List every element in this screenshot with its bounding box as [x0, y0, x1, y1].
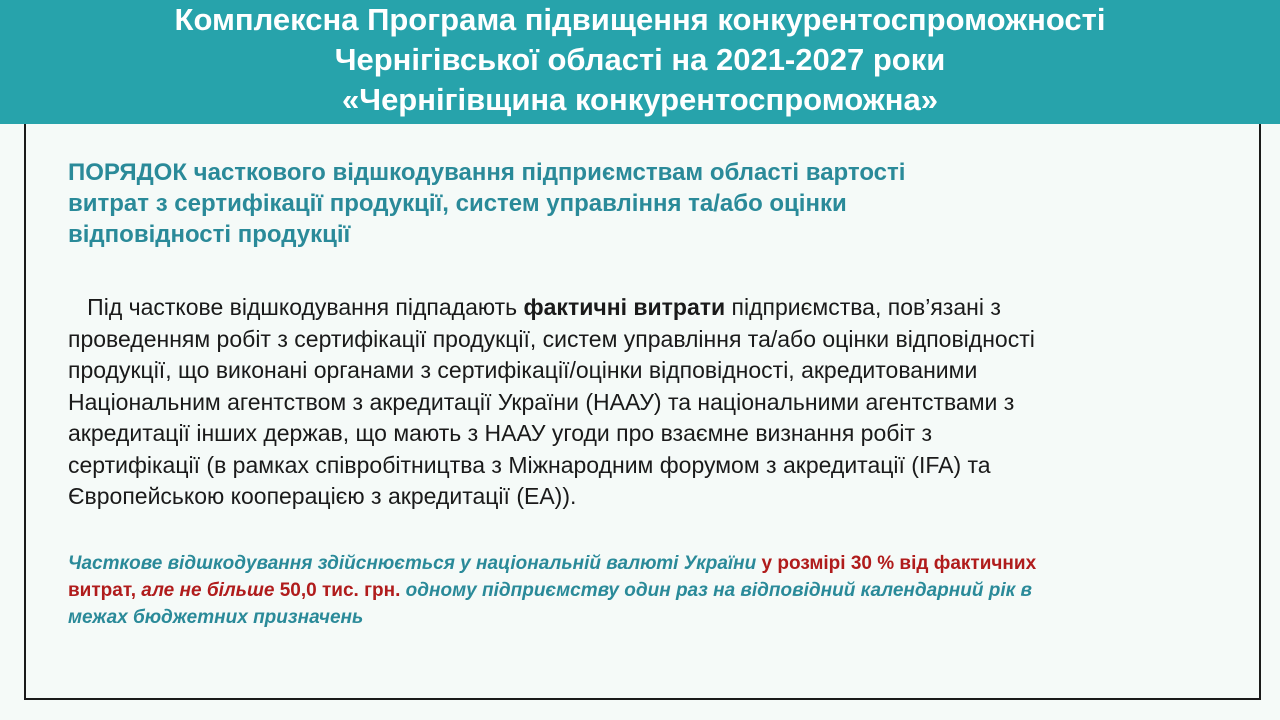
- note-part-1: Часткове відшкодування здійснюється у національній валюті України: [68, 553, 757, 574]
- body-paragraph: [68, 292, 1218, 513]
- body-line-5: акредитації інших держав, що мають з НААУ угоди про взаємне визнання робіт з: [68, 420, 933, 446]
- note-line-3: [68, 604, 1238, 631]
- header-banner: [0, 0, 1280, 124]
- body-line-7: Європейською кооперацією з акредитації (ЕА)).: [68, 483, 577, 509]
- header-title-line-3: «Чернігівщина конкурентоспроможна»: [342, 82, 938, 117]
- body-rest-line-1: підприємства, пов’язані з: [725, 294, 1001, 320]
- body-line-4: Національним агентством з акредитації України (НААУ) та національними агентствами з: [68, 388, 1015, 415]
- note-part-6: одному підприємству один раз на відповідний календарний рік в: [400, 580, 1033, 601]
- heading-line-2: витрат з сертифікації продукції, систем управління та/або оцінки: [68, 190, 847, 217]
- note-part-5: 50,0 тис. грн.: [279, 580, 401, 601]
- body-line-6: сертифікації (в рамках співробітництва з Міжнародним форумом з акредитації (IFA) та: [68, 451, 991, 478]
- note-part-7: межах бюджетних призначень: [68, 607, 364, 628]
- body-line-2: проведенням робіт з сертифікації продукції, систем управління та/або оцінки відповідності: [68, 325, 1035, 352]
- heading-line-1: ПОРЯДОК часткового відшкодування підприємствам області вартості: [68, 159, 906, 186]
- heading-line-3: відповідності продукції: [68, 221, 351, 248]
- note-part-3: витрат,: [68, 580, 136, 601]
- note-line-2: [68, 577, 1238, 604]
- body-intro: Під часткове відшкодування підпадають: [87, 294, 524, 320]
- note-part-2: у розмірі 30 % від фактичних: [756, 553, 1037, 574]
- reimbursement-note: [68, 550, 1238, 631]
- note-line-1: [68, 550, 1238, 577]
- body-bold-phrase: фактичні витрати: [523, 294, 726, 320]
- body-line-3: продукції, що виконані органами з сертифікації/оцінки відповідності, акредитованими: [68, 357, 978, 383]
- body-line-1: [68, 292, 1218, 324]
- section-heading: [68, 157, 1188, 250]
- header-title-line-1: Комплексна Програма підвищення конкурентоспроможності: [174, 2, 1106, 37]
- note-part-4: але не більше: [136, 580, 280, 601]
- header-title-line-2: Чернігівської області на 2021-2027 роки: [334, 42, 946, 77]
